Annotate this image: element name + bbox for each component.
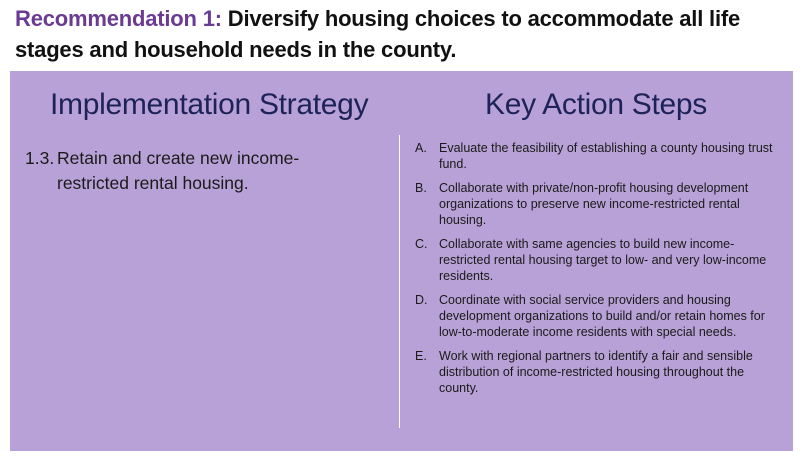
action-steps-list [415,140,785,404]
strategy-number: 1.3. [25,148,55,168]
step-text: Collaborate with private/non-profit housing development organizations to preserve new income-restricted rental housing. [439,181,749,227]
step-letter: E. [415,349,427,363]
key-action-steps-title: Key Action Steps [485,88,708,121]
action-step-e [415,348,785,396]
strategy-text-line-1: Retain and create new income- [57,148,300,168]
action-step-a [415,140,785,172]
implementation-strategy-title: Implementation Strategy [50,88,369,121]
recommendation-heading [15,3,790,65]
step-text: Collaborate with same agencies to build new income-restricted rental housing target to low- and very low-income residents. [439,237,767,283]
action-step-d [415,292,785,340]
step-text: Evaluate the feasibility of establishing a county housing trust fund. [439,141,773,171]
action-step-c [415,236,785,284]
step-letter: B. [415,181,427,195]
step-text: Work with regional partners to identify a fair and sensible distribution of income-restricted housing throughout the county. [439,349,753,395]
action-step-b [415,180,785,228]
recommendation-label: Recommendation 1: [15,6,222,31]
step-letter: C. [415,237,428,251]
step-letter: A. [415,141,427,155]
strategy-panel [10,71,793,451]
strategy-item [25,146,385,196]
step-letter: D. [415,293,428,307]
recommendation-text: Diversify housing choices to accommodate all life stages and household needs in the county. [15,6,741,62]
step-text: Coordinate with social service providers and housing development organizations to build and/or retain homes for low-to-moderate income residents with special needs. [439,293,765,339]
strategy-text-line-2: restricted rental housing. [57,173,249,193]
column-divider [399,135,400,428]
